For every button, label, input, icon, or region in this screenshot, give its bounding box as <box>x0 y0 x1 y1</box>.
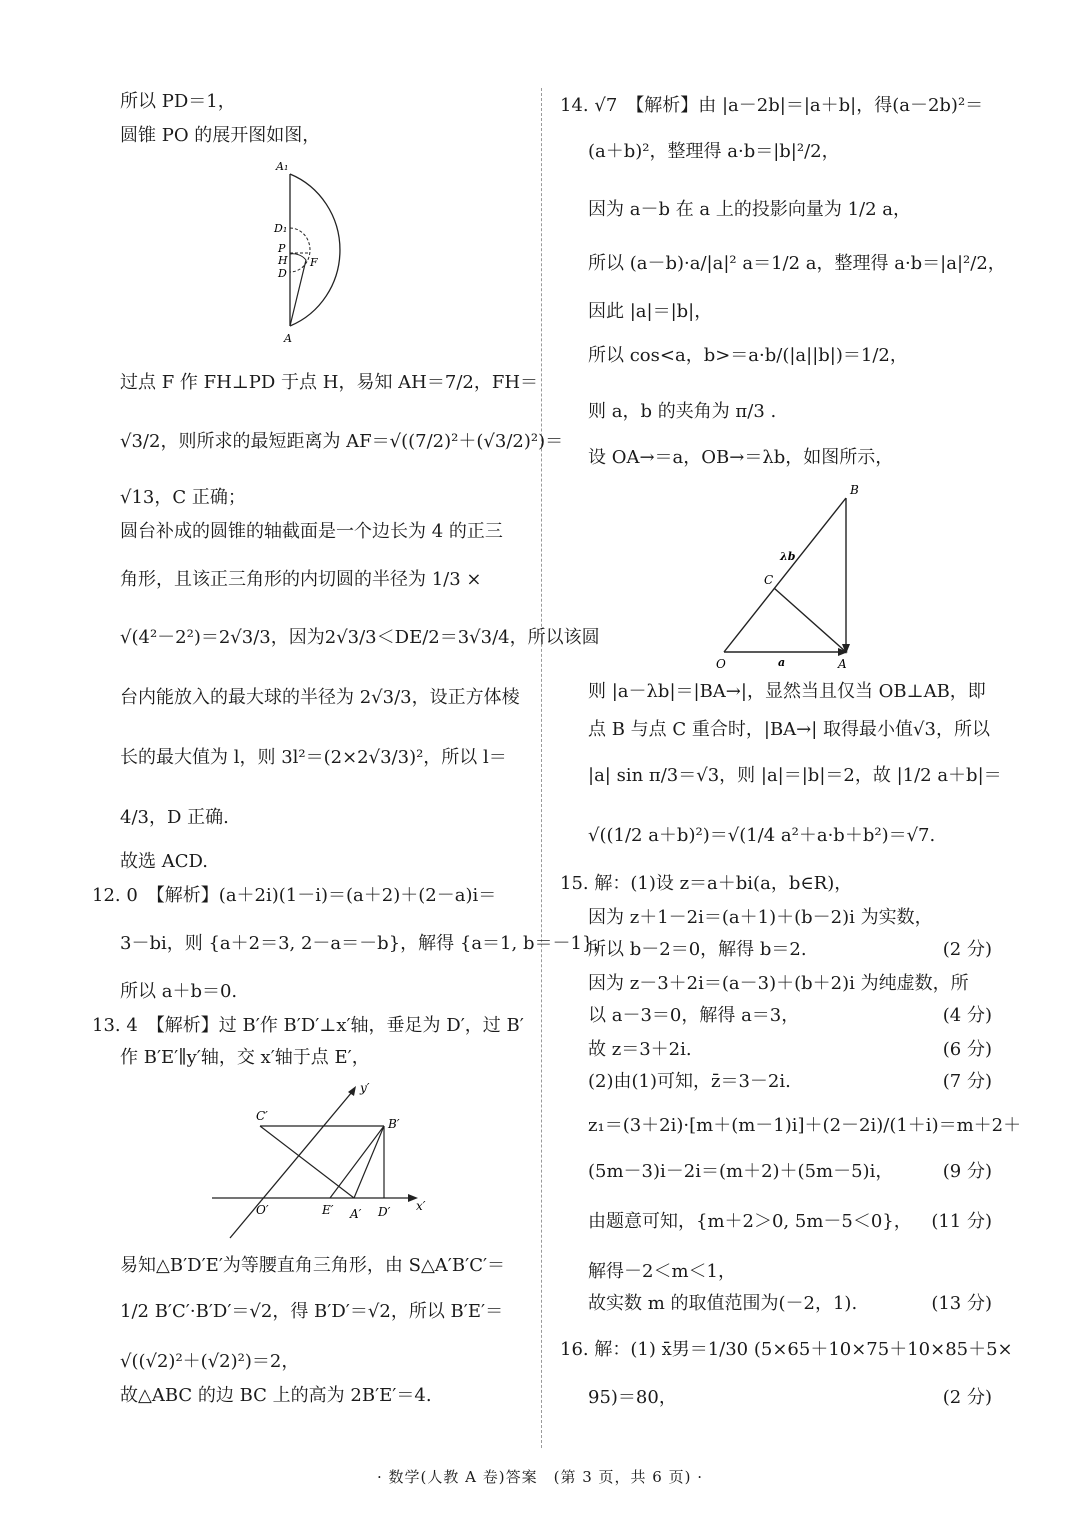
text-line: 角形，且该正三角形的内切圆的半径为 1/3 × <box>120 569 482 590</box>
question-15-line: 因为 z＋1－2i＝(a＋1)＋(b－2)i 为实数， <box>588 907 933 928</box>
label-lambda-b: λb <box>780 550 796 563</box>
question-13-line: √((√2)²＋(√2)²)＝2， <box>120 1351 300 1372</box>
score-label: (2 分) <box>942 939 992 960</box>
question-14-line: 点 B 与点 C 重合时，|BA→| 取得最小值√3，所以 <box>588 719 990 740</box>
question-15-line: 因为 z－3＋2i＝(a－3)＋(b＋2)i 为纯虚数，所 <box>588 973 969 994</box>
vector-figure <box>710 478 880 674</box>
question-16-line: 16. 解：(1) x̄男＝1/30 (5×65＋10×75＋10×85＋5× <box>560 1339 1013 1360</box>
question-14-line: 设 OA→＝a，OB→＝λb，如图所示， <box>588 447 894 468</box>
score-label: (9 分) <box>942 1161 992 1182</box>
label-F: F <box>310 256 318 269</box>
label-A-prime: A′ <box>350 1207 362 1221</box>
label-A: A <box>284 332 292 345</box>
label-O-prime: O′ <box>256 1203 269 1217</box>
label-H: H <box>278 254 288 267</box>
text-line: 4/3，D 正确. <box>120 807 229 828</box>
label-y-prime: y′ <box>360 1081 370 1095</box>
text-line: 所以 PD＝1， <box>120 91 236 112</box>
text-line: √13，C 正确； <box>120 487 246 508</box>
text-line: 圆台补成的圆锥的轴截面是一个边长为 4 的正三 <box>120 521 503 542</box>
label-C-prime: C′ <box>256 1109 268 1123</box>
question-13-line: 易知△B′D′E′为等腰直角三角形，由 S△A′B′C′＝ <box>120 1255 506 1276</box>
label-D-prime: D′ <box>378 1205 391 1219</box>
label-D: D <box>278 267 287 280</box>
question-15-line: 故实数 m 的取值范围为(－2，1). (13 分) <box>588 1293 992 1314</box>
label-B-prime: B′ <box>388 1117 400 1131</box>
label-A1: A₁ <box>276 160 289 173</box>
question-15-line: 由题意可知，{m＋2＞0, 5m－5＜0}， (11 分) <box>588 1211 992 1232</box>
question-15-line: 故 z＝3＋2i. (6 分) <box>588 1039 992 1060</box>
text-line: 故选 ACD. <box>120 851 209 872</box>
question-14-line: 所以 cos<a，b>＝a·b/(|a||b|)＝1/2， <box>588 345 908 366</box>
score-label: (6 分) <box>942 1039 992 1060</box>
text-line: 台内能放入的最大球的半径为 2√3/3，设正方体棱 <box>120 687 520 708</box>
score-label: (11 分) <box>931 1211 992 1232</box>
question-14-line: 则 a，b 的夹角为 π/3 . <box>588 401 777 422</box>
label-C: C <box>764 573 774 587</box>
question-13-line: 1/2 B′C′·B′D′＝√2，得 B′D′＝√2，所以 B′E′＝ <box>120 1301 504 1322</box>
text-line: √3/2，则所求的最短距离为 AF＝√((7/2)²＋(√3/2)²)＝ <box>120 431 564 452</box>
question-14-line: 因为 a－b 在 a 上的投影向量为 1/2 a， <box>588 199 912 220</box>
question-14-line: √((1/2 a＋b)²)＝√(1/4 a²＋a·b＋b²)＝√7. <box>588 825 936 846</box>
text-line: √(4²－2²)＝2√3/3，因为2√3/3＜DE/2＝3√3/4，所以该圆 <box>120 627 600 648</box>
score-label: (2 分) <box>942 1387 992 1408</box>
question-12-line: 12. 0 【解析】(a＋2i)(1－i)＝(a＋2)＋(2－a)i＝ <box>92 885 497 906</box>
question-15-line: 以 a－3＝0，解得 a＝3， (4 分) <box>588 1005 992 1026</box>
question-13-line: 作 B′E′∥y′轴，交 x′轴于点 E′， <box>120 1047 370 1068</box>
text-line: 过点 F 作 FH⊥PD 于点 H，易知 AH＝7/2，FH＝ <box>120 372 539 393</box>
oblique-axes-figure <box>208 1078 438 1248</box>
label-P: P <box>278 242 286 255</box>
question-14-line: 因此 |a|＝|b|， <box>588 301 713 322</box>
question-12-line: 3－bi，则 {a＋2＝3, 2－a＝－b}，解得 {a＝1, b＝－1}， <box>120 933 612 954</box>
question-12-line: 所以 a＋b＝0. <box>120 981 238 1002</box>
cone-unfold-figure <box>262 158 382 348</box>
label-x-prime: x′ <box>416 1199 426 1213</box>
question-15-line: (2)由(1)可知，z̄＝3－2i. (7 分) <box>588 1071 992 1092</box>
label-a: a <box>778 656 786 669</box>
label-E-prime: E′ <box>322 1203 334 1217</box>
label-B: B <box>850 483 859 497</box>
text-line: 长的最大值为 l，则 3l²＝(2×2√3/3)²，所以 l＝ <box>120 747 507 768</box>
score-label: (13 分) <box>931 1293 992 1314</box>
score-label: (4 分) <box>942 1005 992 1026</box>
question-15-line: 所以 b－2＝0，解得 b＝2. (2 分) <box>588 939 992 960</box>
question-13-line: 故△ABC 的边 BC 上的高为 2B′E′＝4. <box>120 1385 432 1406</box>
question-15-line: z₁＝(3＋2i)·[m＋(m－1)i]＋(2－2i)/(1＋i)＝m＋2＋ <box>588 1115 1022 1136</box>
score-label: (7 分) <box>942 1071 992 1092</box>
question-15-line: 15. 解：(1)设 z＝a＋bi(a，b∈R)， <box>560 873 853 894</box>
text-line: 圆锥 PO 的展开图如图， <box>120 125 321 146</box>
question-13-line: 13. 4 【解析】过 B′作 B′D′⊥x′轴，垂足为 D′，过 B′ <box>92 1015 524 1036</box>
label-O: O <box>716 657 726 671</box>
question-14-line: 所以 (a－b)·a/|a|² a＝1/2 a，整理得 a·b＝|a|²/2， <box>588 253 1006 274</box>
question-16-line: 95)＝80， (2 分) <box>588 1387 992 1408</box>
label-A: A <box>838 657 847 671</box>
page-footer: · 数学(人教 A 卷)答案 (第 3 页，共 6 页) · <box>376 1468 703 1486</box>
question-14-line: |a| sin π/3＝√3，则 |a|＝|b|＝2，故 |1/2 a＋b|＝ <box>588 765 1002 786</box>
label-D1: D₁ <box>274 222 288 235</box>
question-14-line: 14. √7 【解析】由 |a－2b|＝|a＋b|，得(a－2b)²＝ <box>560 95 984 116</box>
column-divider <box>541 88 542 1448</box>
question-15-line: 解得－2＜m＜1， <box>588 1261 736 1282</box>
question-14-line: 则 |a－λb|＝|BA→|，显然当且仅当 OB⊥AB，即 <box>588 681 986 702</box>
question-15-line: (5m－3)i－2i＝(m＋2)＋(5m－5)i， (9 分) <box>588 1161 992 1182</box>
question-14-line: (a＋b)²，整理得 a·b＝|b|²/2， <box>588 141 840 162</box>
